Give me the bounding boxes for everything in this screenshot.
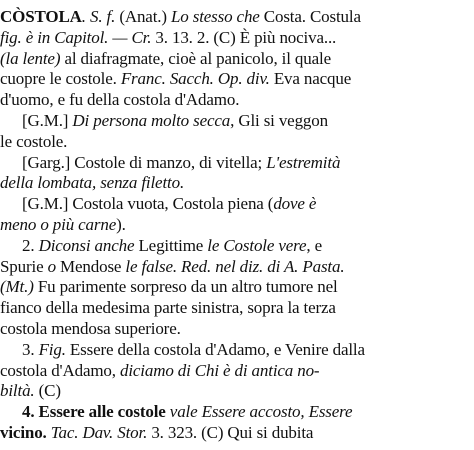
italic-text: vale Essere accosto, Essere <box>169 402 353 422</box>
text-line <box>0 380 474 402</box>
text-line <box>0 214 474 236</box>
italic-text: della lombata, senza filetto. <box>0 173 185 193</box>
roman-text: [G.M.] <box>22 111 73 130</box>
roman-text: Essere della costola d'Adamo, e Venire dalla <box>69 339 365 359</box>
text-line <box>0 318 474 340</box>
italic-text: dove è <box>273 194 317 214</box>
italic-text: Franc. Sacch. Op. div. <box>120 69 274 89</box>
roman-text: 2. <box>22 235 39 255</box>
roman-text: 3. 323. (C) Qui si dubita <box>151 423 314 442</box>
roman-text: (C) <box>38 381 61 401</box>
italic-text: (la lente) <box>0 48 65 68</box>
italic-text: L'estremità <box>266 152 341 172</box>
text-line <box>0 68 474 90</box>
text-line <box>0 89 474 111</box>
roman-text: Fu parimente sorpreso da un altro tumore nel <box>37 277 338 297</box>
bold-text: 4. Essere alle costole <box>22 402 170 422</box>
text-line <box>0 297 474 319</box>
roman-text: ). <box>116 215 126 234</box>
italic-text: Lo stesso che <box>170 7 264 26</box>
roman-text: 3. 13. 2. (C) È più nociva... <box>155 27 337 47</box>
italic-text: (Mt.) <box>0 277 38 297</box>
roman-text: (Anat.) <box>119 7 171 26</box>
roman-text: Mendose <box>60 256 126 276</box>
roman-text: costola d'Adamo, <box>0 360 120 380</box>
roman-text: Costa. Costula <box>263 7 361 26</box>
italic-text: Fig. <box>38 339 70 359</box>
bold-text: vicino. <box>0 423 51 442</box>
text-line <box>0 172 474 194</box>
italic-text: diciamo di Chi è di antica no- <box>119 360 320 380</box>
roman-text: Legittime <box>138 235 208 255</box>
italic-text: biltà. <box>0 381 39 401</box>
roman-text: [Garg.] Costole di manzo, di vitella; <box>22 152 267 172</box>
text-line <box>0 235 474 257</box>
roman-text: [G.M.] Costola vuota, Costola piena ( <box>22 194 274 214</box>
text-line <box>0 131 474 153</box>
roman-text: cuopre le costole. <box>0 69 121 89</box>
roman-text: al diafragmate, cioè al panicolo, il quale <box>64 48 331 68</box>
italic-text: le Costole vere <box>207 235 307 255</box>
bold-text: CÒSTOLA <box>0 7 82 26</box>
text-line <box>0 110 474 132</box>
text-line <box>0 152 474 174</box>
text-line <box>0 360 474 382</box>
roman-text: d'uomo, e fu della costola d'Adamo. <box>0 90 240 110</box>
text-line <box>0 339 474 361</box>
text-line <box>0 6 474 28</box>
roman-text: fianco della medesima parte sinistra, sopra la terza <box>0 298 336 318</box>
roman-text: costola mendosa superiore. <box>0 319 181 338</box>
text-line <box>0 276 474 298</box>
italic-text: o <box>47 256 61 276</box>
roman-text: le costole. <box>0 131 68 151</box>
text-line <box>0 27 474 49</box>
italic-text: Tac. Dav. Stor. <box>50 423 152 442</box>
italic-text: Diconsi anche <box>38 235 139 255</box>
italic-text: le false. Red. nel diz. di A. Pasta. <box>125 256 345 276</box>
italic-text: Di persona molto secca <box>72 111 231 130</box>
italic-text: fig. è in Capitol. — Cr. <box>0 27 156 47</box>
italic-text: meno o più carne <box>0 215 117 234</box>
text-line <box>0 48 474 70</box>
roman-text: , Gli si veggon <box>230 111 328 130</box>
roman-text: 3. <box>22 339 39 359</box>
text-line <box>0 401 474 423</box>
italic-text: . S. f. <box>81 7 120 26</box>
roman-text: Eva nacque <box>273 69 352 89</box>
text-line <box>0 256 474 278</box>
roman-text: Spurie <box>0 256 48 276</box>
text-line <box>0 422 474 444</box>
text-line <box>0 193 474 215</box>
roman-text: , e <box>306 235 322 255</box>
